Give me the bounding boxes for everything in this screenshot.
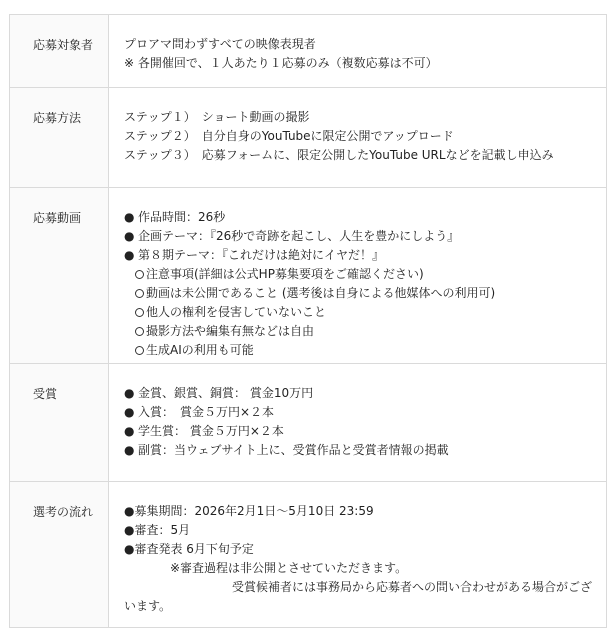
list-item [124, 403, 600, 422]
row-label-method: 応募方法 [10, 88, 109, 188]
bullet-icon: ● [124, 504, 135, 518]
row-content-selection [109, 482, 607, 628]
bullet-icon: ● [124, 424, 135, 438]
list-item [124, 540, 600, 559]
list-item-text: 第８期テーマ：『これだけは絶対にイヤだ！』 [138, 248, 385, 262]
step-2: ステップ２） 自分自身のYouTubeに限定公開でアップロード [124, 129, 454, 143]
bullet-icon: ● [124, 210, 135, 224]
circle-bullet-icon [135, 270, 144, 279]
row-content-method [109, 88, 607, 188]
step-1: ステップ１） ショート動画の撮影 [124, 110, 310, 124]
row-selection [10, 482, 607, 628]
sub-list-item [124, 322, 600, 341]
sub-list-item-text: 生成AIの利用も可能 [146, 343, 254, 357]
bullet-icon: ● [124, 248, 135, 262]
eligibility-line: プロアマ問わずすべての映像表現者 [124, 37, 316, 51]
sub-list-item [124, 341, 600, 360]
review-note: ※審査過程は非公開とさせていただきます。 [170, 561, 408, 575]
row-content-video [109, 188, 607, 364]
sub-list-item [124, 303, 600, 322]
list-item [124, 246, 600, 265]
step-3: ステップ３） 応募フォームに、限定公開したYouTube URLなどを記載し申込み [124, 148, 554, 162]
list-item-text: 募集期間：2026年2月1日〜5月10日 23:59 [134, 504, 374, 518]
list-item [124, 521, 600, 540]
bullet-icon: ● [124, 443, 135, 457]
list-item [124, 441, 600, 460]
row-content-eligibility [109, 15, 607, 88]
bullet-icon: ● [124, 523, 135, 537]
circle-bullet-icon [135, 327, 144, 336]
row-label-video: 応募動画 [10, 188, 109, 364]
sub-list-item [124, 265, 600, 284]
bullet-icon: ● [124, 542, 135, 556]
list-item-text: 作品時間：26秒 [138, 210, 226, 224]
bullet-icon: ● [124, 386, 135, 400]
row-label-awards: 受賞 [10, 364, 109, 482]
info-table [9, 14, 607, 628]
row-eligibility [10, 15, 607, 88]
sub-list-item [124, 284, 600, 303]
eligibility-note: ※ 各開催回で、１人あたり１応募のみ（複数応募は不可） [124, 56, 438, 70]
bullet-icon: ● [124, 405, 135, 419]
list-item-text: 副賞：当ウェブサイト上に、受賞作品と受賞者情報の掲載 [138, 443, 449, 457]
contact-note-text: 受賞候補者には事務局から応募者への問い合わせがある場合がございます。 [124, 580, 593, 613]
circle-bullet-icon [135, 308, 144, 317]
sub-list-item-text: 動画は未公開であること (選考後は自身による他媒体への利用可) [146, 286, 496, 300]
row-content-awards [109, 364, 607, 482]
sub-list-item-text: 他人の権利を侵害していないこと [146, 305, 327, 319]
sub-list-item-text: 注意事項(詳細は公式HP募集要項をご確認ください) [146, 267, 424, 281]
list-item-text: 審査発表 6月下旬予定 [134, 542, 254, 556]
list-item-text: 審査：5月 [134, 523, 191, 537]
circle-bullet-icon [135, 289, 144, 298]
row-method [10, 88, 607, 188]
circle-bullet-icon [135, 346, 144, 355]
list-item [124, 502, 600, 521]
contact-note [124, 578, 600, 616]
list-item-text: 金賞、銀賞、銅賞： 賞金10万円 [138, 386, 314, 400]
row-video [10, 188, 607, 364]
sub-list-item-text: 撮影方法や編集有無などは自由 [146, 324, 315, 338]
list-item-text: 学生賞： 賞金５万円×２本 [138, 424, 284, 438]
list-item [124, 384, 600, 403]
row-label-eligibility: 応募対象者 [10, 15, 109, 88]
row-label-selection: 選考の流れ [10, 482, 109, 628]
list-item [124, 422, 600, 441]
application-guidelines-table [9, 14, 607, 627]
bullet-icon: ● [124, 229, 135, 243]
list-item-text: 企画テーマ：『26秒で奇跡を起こし、人生を豊かにしよう』 [138, 229, 460, 243]
list-item [124, 208, 600, 227]
row-awards [10, 364, 607, 482]
list-item [124, 227, 600, 246]
list-item-text: 入賞： 賞金５万円×２本 [138, 405, 275, 419]
